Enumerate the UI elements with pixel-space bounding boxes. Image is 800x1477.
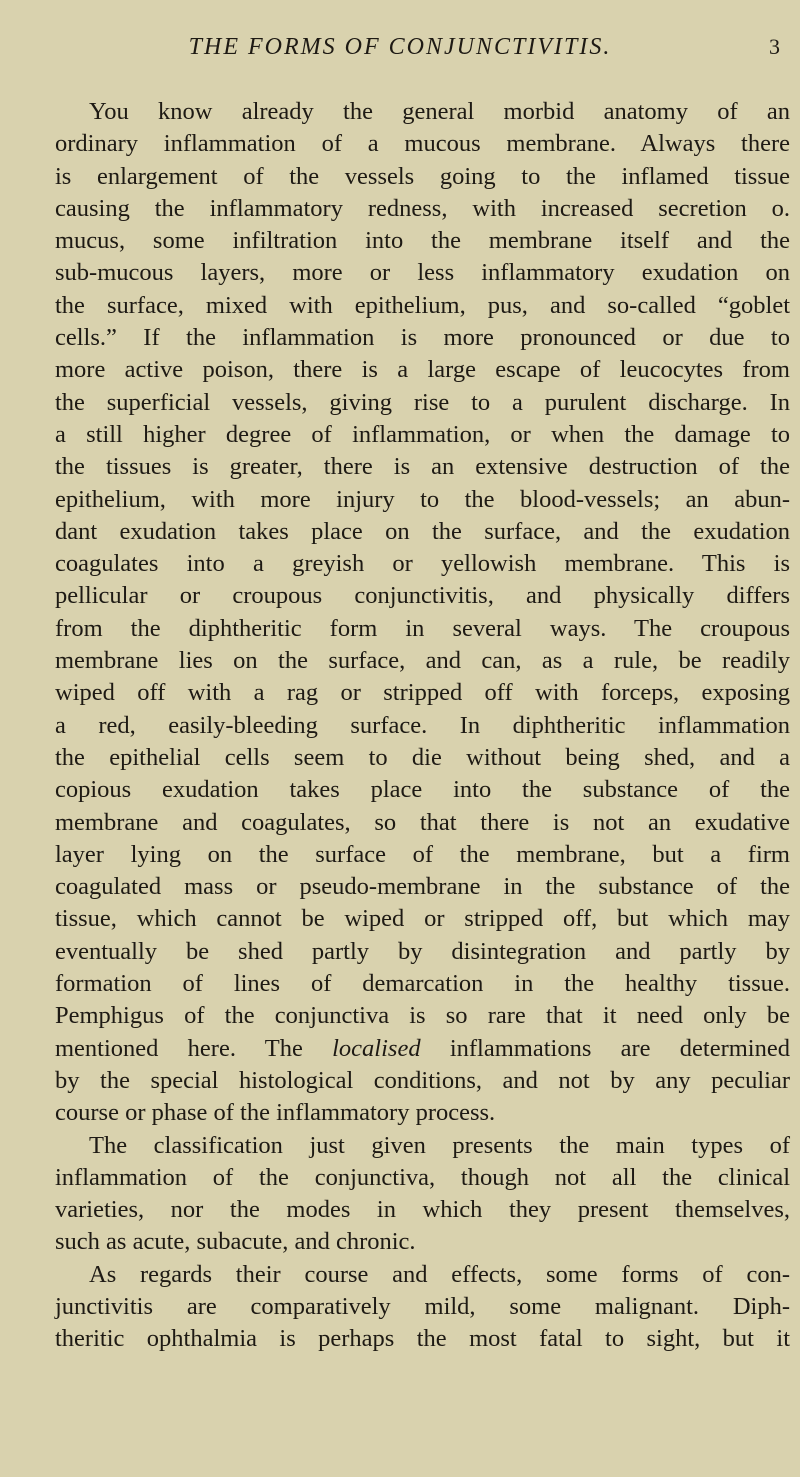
text-line: the surface, mixed with epithelium, pus, and so-called “goblet — [55, 291, 790, 319]
text-line: membrane lies on the surface, and can, as a rule, be readily — [55, 647, 790, 675]
text-line: Pemphigus of the conjunctiva is so rare that it need only be — [55, 1002, 790, 1030]
text-line: sub-mucous layers, more or less inflammatory exudation on — [55, 259, 790, 287]
text-line: the tissues is greater, there is an extensive destruction of the — [55, 453, 790, 481]
text-line: cells.” If the inflammation is more pronounced or due to — [55, 324, 790, 352]
text-line: layer lying on the surface of the membrane, but a firm — [55, 840, 790, 868]
text-line: junctivitis are comparatively mild, some malignant. Diph- — [55, 1292, 790, 1320]
text-line: dant exudation takes place on the surface, and the exudation — [55, 517, 790, 545]
text-line: causing the inflammatory redness, with increased secretion o. — [55, 194, 790, 222]
text-line: varieties, nor the modes in which they present themselves, — [55, 1196, 790, 1224]
text-line: inflammation of the conjunctiva, though not all the clinical — [55, 1163, 790, 1191]
text-line: a still higher degree of inflammation, or when the damage to — [55, 420, 790, 448]
text-line: formation of lines of demarcation in the healthy tissue. — [55, 970, 790, 998]
text-line: tissue, which cannot be wiped or stripped off, but which may — [55, 905, 790, 933]
text-line: a red, easily-bleeding surface. In diphtheritic inflammation — [55, 711, 790, 739]
text-line: ordinary inflammation of a mucous membrane. Always there — [55, 130, 790, 158]
emphasis-localised: localised — [332, 1034, 421, 1062]
text-line: pellicular or croupous conjunctivitis, and physically differs — [55, 582, 790, 610]
text-line: copious exudation takes place into the substance of the — [55, 776, 790, 804]
text-line: mentioned here. The localised inflammations are determined — [55, 1034, 790, 1062]
text-line: more active poison, there is a large escape of leucocytes from — [55, 356, 790, 384]
text-line: eventually be shed partly by disintegration and partly by — [55, 937, 790, 965]
text-line: The classification just given presents the main types of — [89, 1131, 790, 1159]
text-line: the superficial vessels, giving rise to a purulent discharge. In — [55, 388, 790, 416]
text-line: As regards their course and effects, some forms of con- — [89, 1260, 790, 1288]
running-head — [0, 34, 800, 68]
running-head-title: THE FORMS OF CONJUNCTIVITIS. — [188, 34, 612, 60]
text-line: membrane and coagulates, so that there is not an exudative — [55, 808, 790, 836]
page-number: 3 — [769, 34, 780, 59]
body-text — [55, 96, 790, 1356]
text-line: course or phase of the inflammatory process. — [55, 1099, 496, 1127]
text-line: from the diphtheritic form in several ways. The croupous — [55, 614, 790, 642]
text-line: theritic ophthalmia is perhaps the most fatal to sight, but it — [55, 1325, 790, 1353]
text-line: You know already the general morbid anatomy of an — [89, 98, 790, 125]
text-line: the epithelial cells seem to die without being shed, and a — [55, 743, 790, 771]
text-line: by the special histological conditions, and not by any peculiar — [55, 1066, 790, 1094]
text-line: is enlargement of the vessels going to the inflamed tissue — [55, 162, 790, 190]
text-line: such as acute, subacute, and chronic. — [55, 1228, 416, 1256]
text-line: coagulated mass or pseudo-membrane in the substance of the — [55, 873, 790, 901]
text-line: wiped off with a rag or stripped off with forceps, exposing — [55, 679, 790, 707]
text-line: epithelium, with more injury to the blood-vessels; an abun- — [55, 485, 790, 513]
text-line: mucus, some infiltration into the membrane itself and the — [55, 227, 790, 255]
text-line: coagulates into a greyish or yellowish membrane. This is — [55, 550, 790, 578]
